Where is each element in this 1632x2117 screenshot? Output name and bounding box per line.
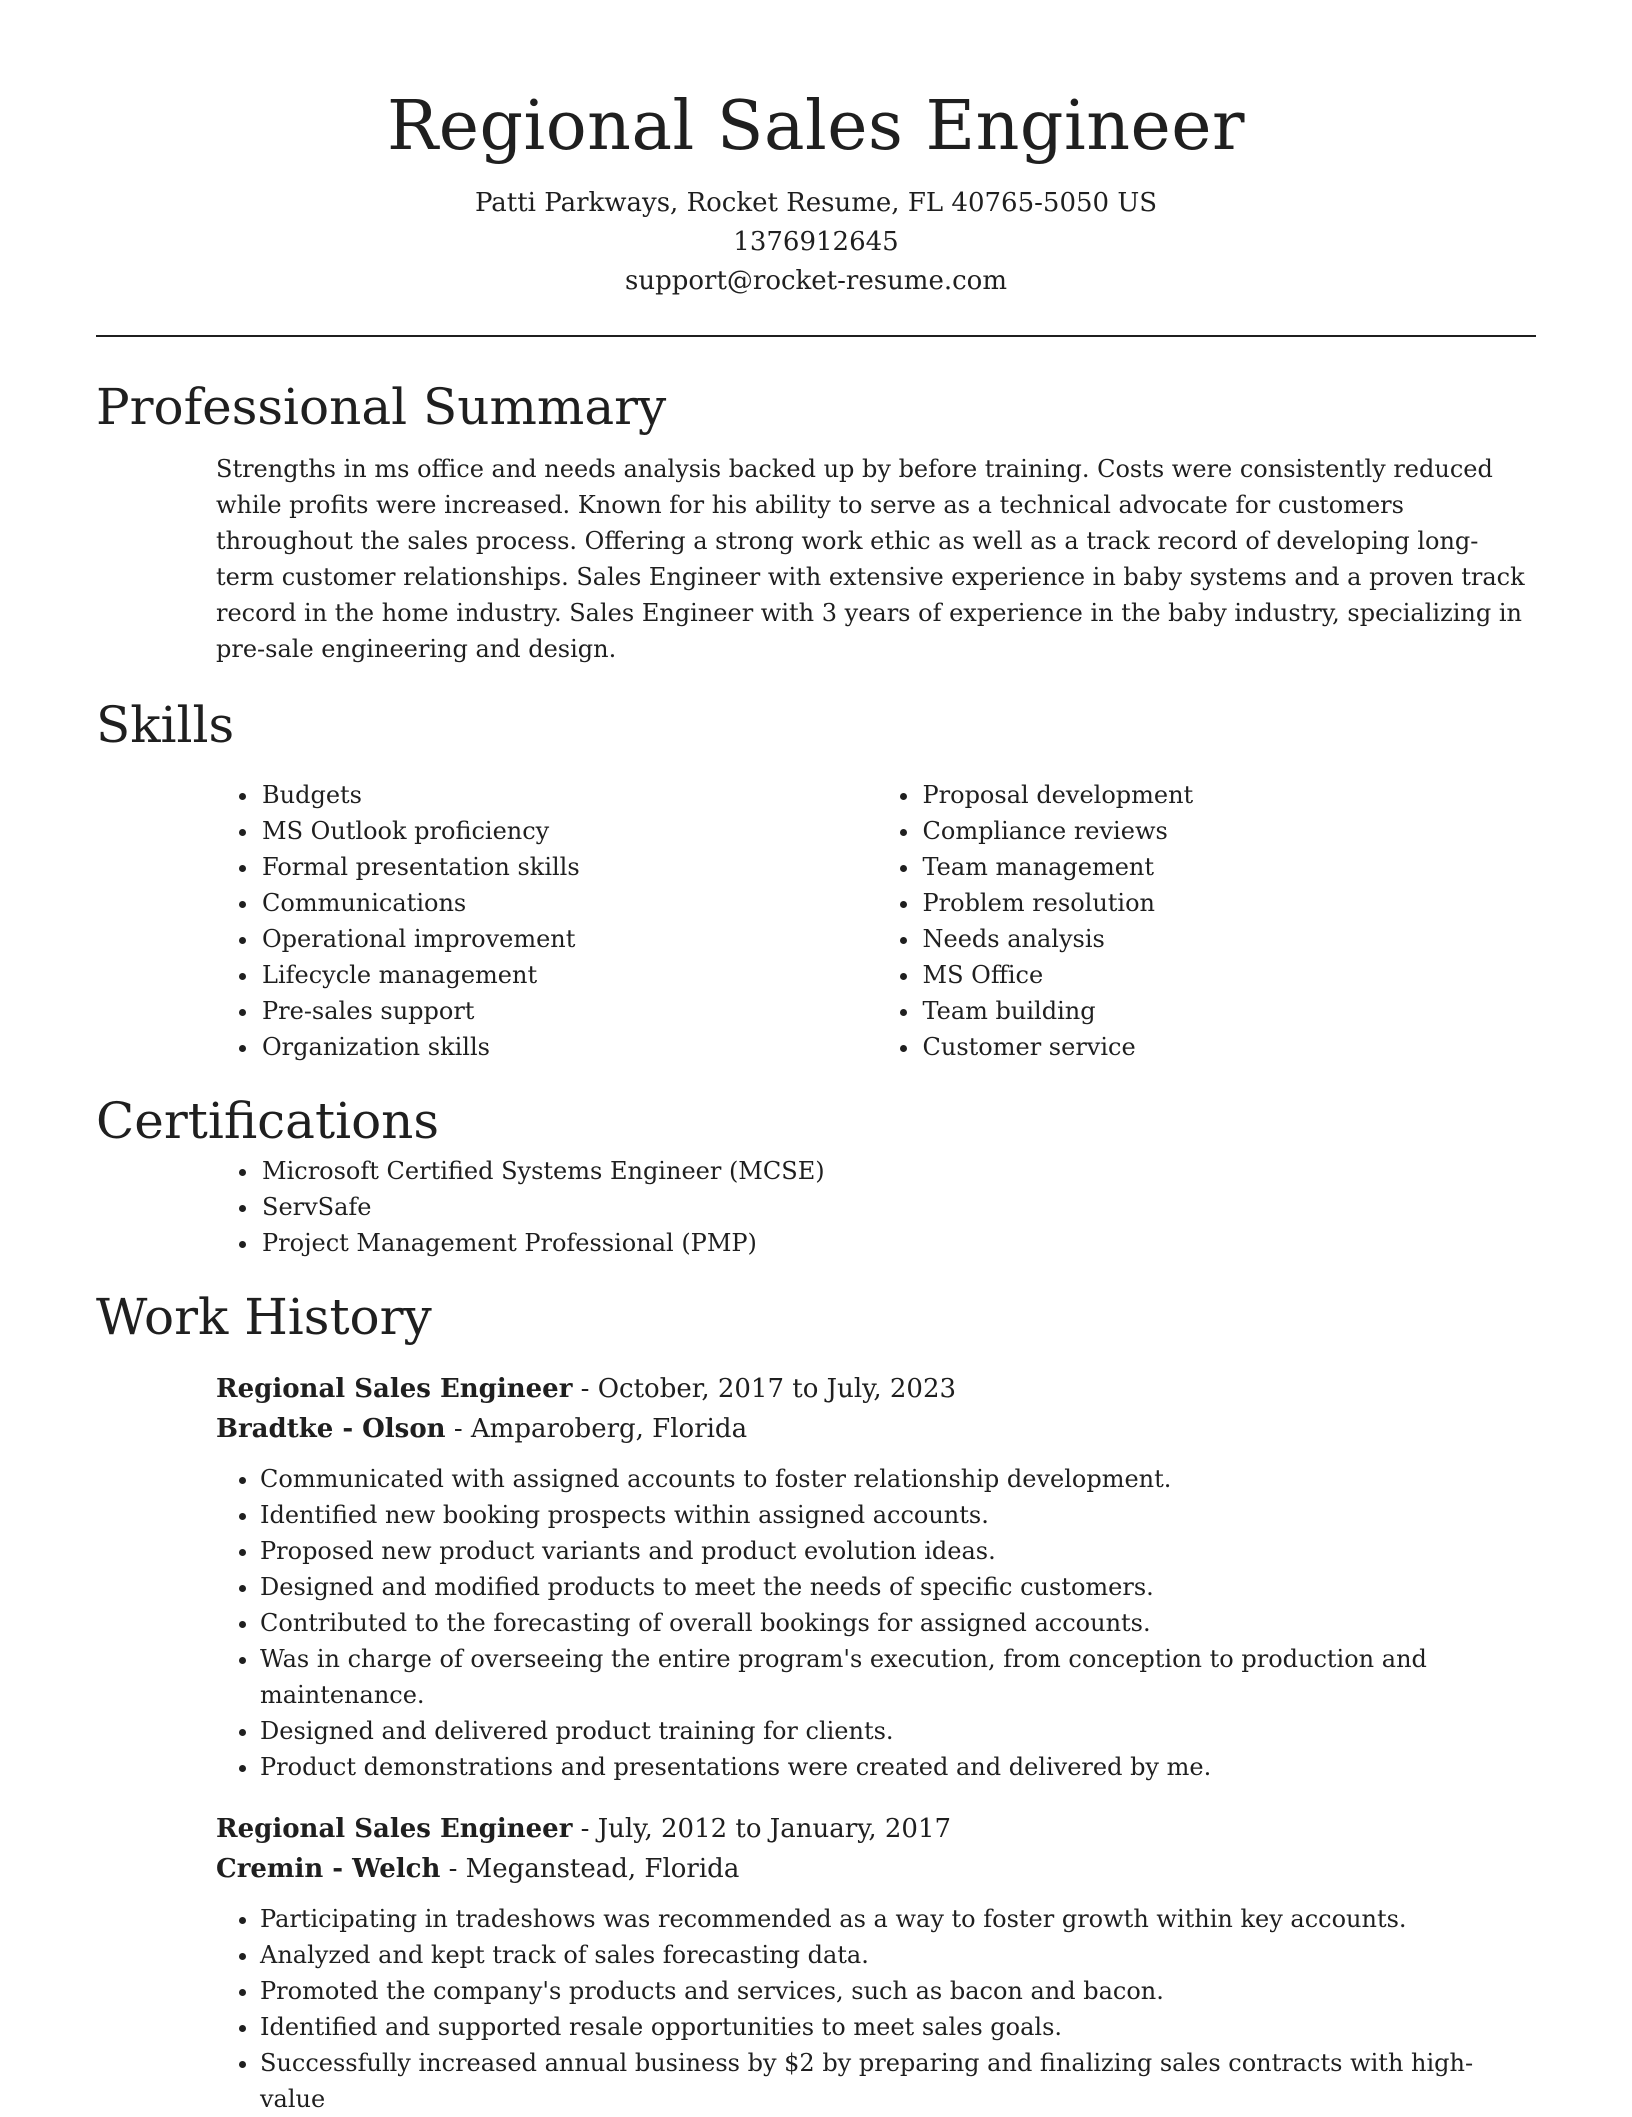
job-bullet: • Product demonstrations and presentations were created and delivered by me. [260, 1749, 1536, 1785]
job-bullet: • Contributed to the forecasting of overall bookings for assigned accounts. [260, 1605, 1536, 1641]
job-entry [216, 1369, 1536, 1785]
skill-item: • Team management [921, 849, 1537, 885]
skill-item: • Lifecycle management [260, 957, 876, 993]
job-bullet: • Was in charge of overseeing the entire program's execution, from conception to production and maintenance. [260, 1641, 1536, 1713]
job-bullet-list [216, 1461, 1536, 1785]
job-title: Regional Sales Engineer [216, 1374, 573, 1404]
skills-columns [96, 777, 1536, 1065]
skill-item: • Proposal development [921, 777, 1537, 813]
job-bullet: • Analyzed and kept track of sales forecasting data. [260, 1937, 1536, 1973]
job-bullet: • Proposed new product variants and product evolution ideas. [260, 1533, 1536, 1569]
job-location: - Amparoberg, Florida [445, 1414, 748, 1444]
certification-item: • Project Management Professional (PMP) [260, 1225, 1536, 1261]
contact-phone: 1376912645 [733, 227, 899, 257]
job-heading [216, 1809, 1536, 1849]
skill-item: • Pre-sales support [260, 993, 876, 1029]
skill-item: • Organization skills [260, 1029, 876, 1065]
skills-list-left [96, 777, 876, 1065]
job-location: - Meganstead, Florida [440, 1854, 740, 1884]
skills-list-right [876, 777, 1537, 1065]
job-bullet: • Communicated with assigned accounts to foster relationship development. [260, 1461, 1536, 1497]
skill-item: • Team building [921, 993, 1537, 1029]
job-bullet: • Designed and delivered product training for clients. [260, 1713, 1536, 1749]
job-bullet: • Identified and supported resale opportunities to meet sales goals. [260, 2009, 1536, 2045]
job-bullet: • Successfully increased annual business by $2 by preparing and finalizing sales contracts with high-value [260, 2045, 1536, 2117]
summary-text: Strengths in ms office and needs analysis backed up by before training. Costs were consistently reduced while profits were increased. Known for his ability to serve as a technical advocate for customers throughout the sales process. Offering a strong work ethic as well as a track record of developing long-term customer relationships. Sales Engineer with extensive experience in baby systems and a proven track record in the home industry. Sales Engineer with 3 years of experience in the baby industry, specializing in pre-sale engineering and design. [216, 455, 1525, 663]
contact-email: support@rocket-resume.com [624, 266, 1007, 296]
job-dates: - October, 2017 to July, 2023 [572, 1374, 957, 1404]
section-title-skills: Skills [96, 696, 235, 754]
job-entry [216, 1809, 1536, 2117]
skill-item: • Operational improvement [260, 921, 876, 957]
resume-header [96, 0, 1536, 301]
section-title-certifications: Certifications [96, 1092, 440, 1150]
skill-item: • Communications [260, 885, 876, 921]
certification-item: • Microsoft Certified Systems Engineer (MCSE) [260, 1153, 1536, 1189]
resume-page [96, 0, 1536, 2117]
job-bullet-list [216, 1901, 1536, 2117]
header-divider [96, 335, 1536, 337]
skill-item: • Formal presentation skills [260, 849, 876, 885]
skill-item: • Customer service [921, 1029, 1537, 1065]
skill-item: • MS Outlook proficiency [260, 813, 876, 849]
skill-item: • Compliance reviews [921, 813, 1537, 849]
job-bullet: • Designed and modified products to meet the needs of specific customers. [260, 1569, 1536, 1605]
job-employer: Cremin - Welch [216, 1854, 441, 1884]
job-employer-line [216, 1849, 1536, 1889]
certifications-list [96, 1153, 1536, 1261]
job-employer-line [216, 1409, 1536, 1449]
skill-item: • Needs analysis [921, 921, 1537, 957]
job-title: Regional Sales Engineer [216, 1814, 573, 1844]
contact-address: Patti Parkways, Rocket Resume, FL 40765-5050 US [474, 188, 1158, 218]
job-bullet: • Participating in tradeshows was recommended as a way to foster growth within key accounts. [260, 1901, 1536, 1937]
skill-item: • Budgets [260, 777, 876, 813]
candidate-title: Regional Sales Engineer [387, 87, 1245, 166]
section-title-work-history: Work History [96, 1288, 432, 1346]
section-title-summary: Professional Summary [96, 378, 667, 436]
job-employer: Bradtke - Olson [216, 1414, 446, 1444]
job-bullet: • Identified new booking prospects within assigned accounts. [260, 1497, 1536, 1533]
skill-item: • MS Office [921, 957, 1537, 993]
certification-item: • ServSafe [260, 1189, 1536, 1225]
job-dates: - July, 2012 to January, 2017 [572, 1814, 952, 1844]
job-heading [216, 1369, 1536, 1409]
skill-item: • Problem resolution [921, 885, 1537, 921]
job-bullet: • Promoted the company's products and services, such as bacon and bacon. [260, 1973, 1536, 2009]
